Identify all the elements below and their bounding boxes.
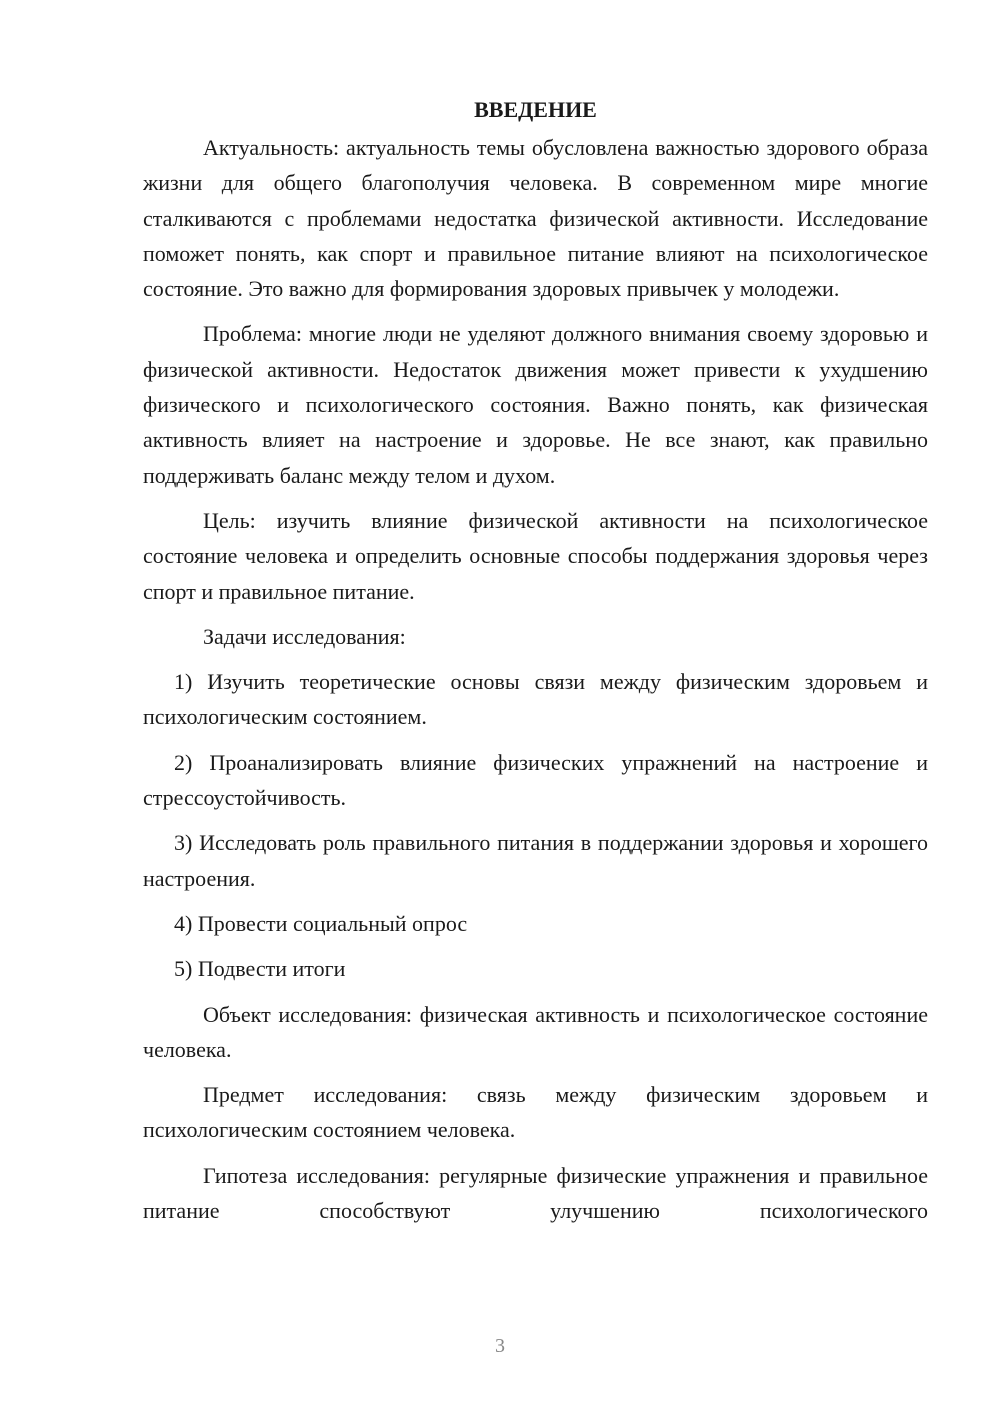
hypothesis-paragraph: Гипотеза исследования: регулярные физические упражнения и правильное питание способствуют улучшению психологического: [143, 1162, 928, 1224]
task-item-2: 2) Проанализировать влияние физических упражнений на настроение и стрессоустойчивость.: [143, 749, 928, 811]
page-number: 3: [495, 1335, 505, 1357]
object-paragraph: Объект исследования: физическая активность и психологическое состояние человека.: [143, 1001, 928, 1062]
goal-paragraph: Цель: изучить влияние физической активности на психологическое состояние человека и определить основные способы поддержания здоровья через спорт и правильное питание.: [143, 507, 928, 604]
page-content: [143, 92, 928, 1238]
tasks-heading: Задачи исследования:: [203, 623, 406, 649]
subject-paragraph: Предмет исследования: связь между физическим здоровьем и психологическим состоянием человека.: [143, 1082, 928, 1143]
task-item-1: 1) Изучить теоретические основы связи между физическим здоровьем и психологическим состоянием.: [143, 669, 928, 730]
task-item-5: 5) Подвести итоги: [174, 956, 346, 982]
task-item-4: 4) Провести социальный опрос: [174, 910, 468, 936]
problem-paragraph: Проблема: многие люди не уделяют должного внимания своему здоровью и физической активности. Недостаток движения может привести к ухудшению физического и психологического состояния. Важно понять, как физическая активность влияет на настроение и здоровье. Не все знают, как правильно поддерживать баланс между телом и духом.: [143, 321, 928, 488]
relevance-paragraph: Актуальность: актуальность темы обусловлена важностью здорового образа жизни для общего благополучия человека. В современном мире многие сталкиваются с проблемами недостатка физической активности. Исследование поможет понять, как спорт и правильное питание влияют на психологическое состояние. Это важно для формирования здоровых привычек у молодежи.: [143, 135, 928, 302]
section-title: ВВЕДЕНИЕ: [474, 97, 597, 122]
task-item-3: 3) Исследовать роль правильного питания в поддержании здоровья и хорошего настроения.: [143, 830, 928, 891]
